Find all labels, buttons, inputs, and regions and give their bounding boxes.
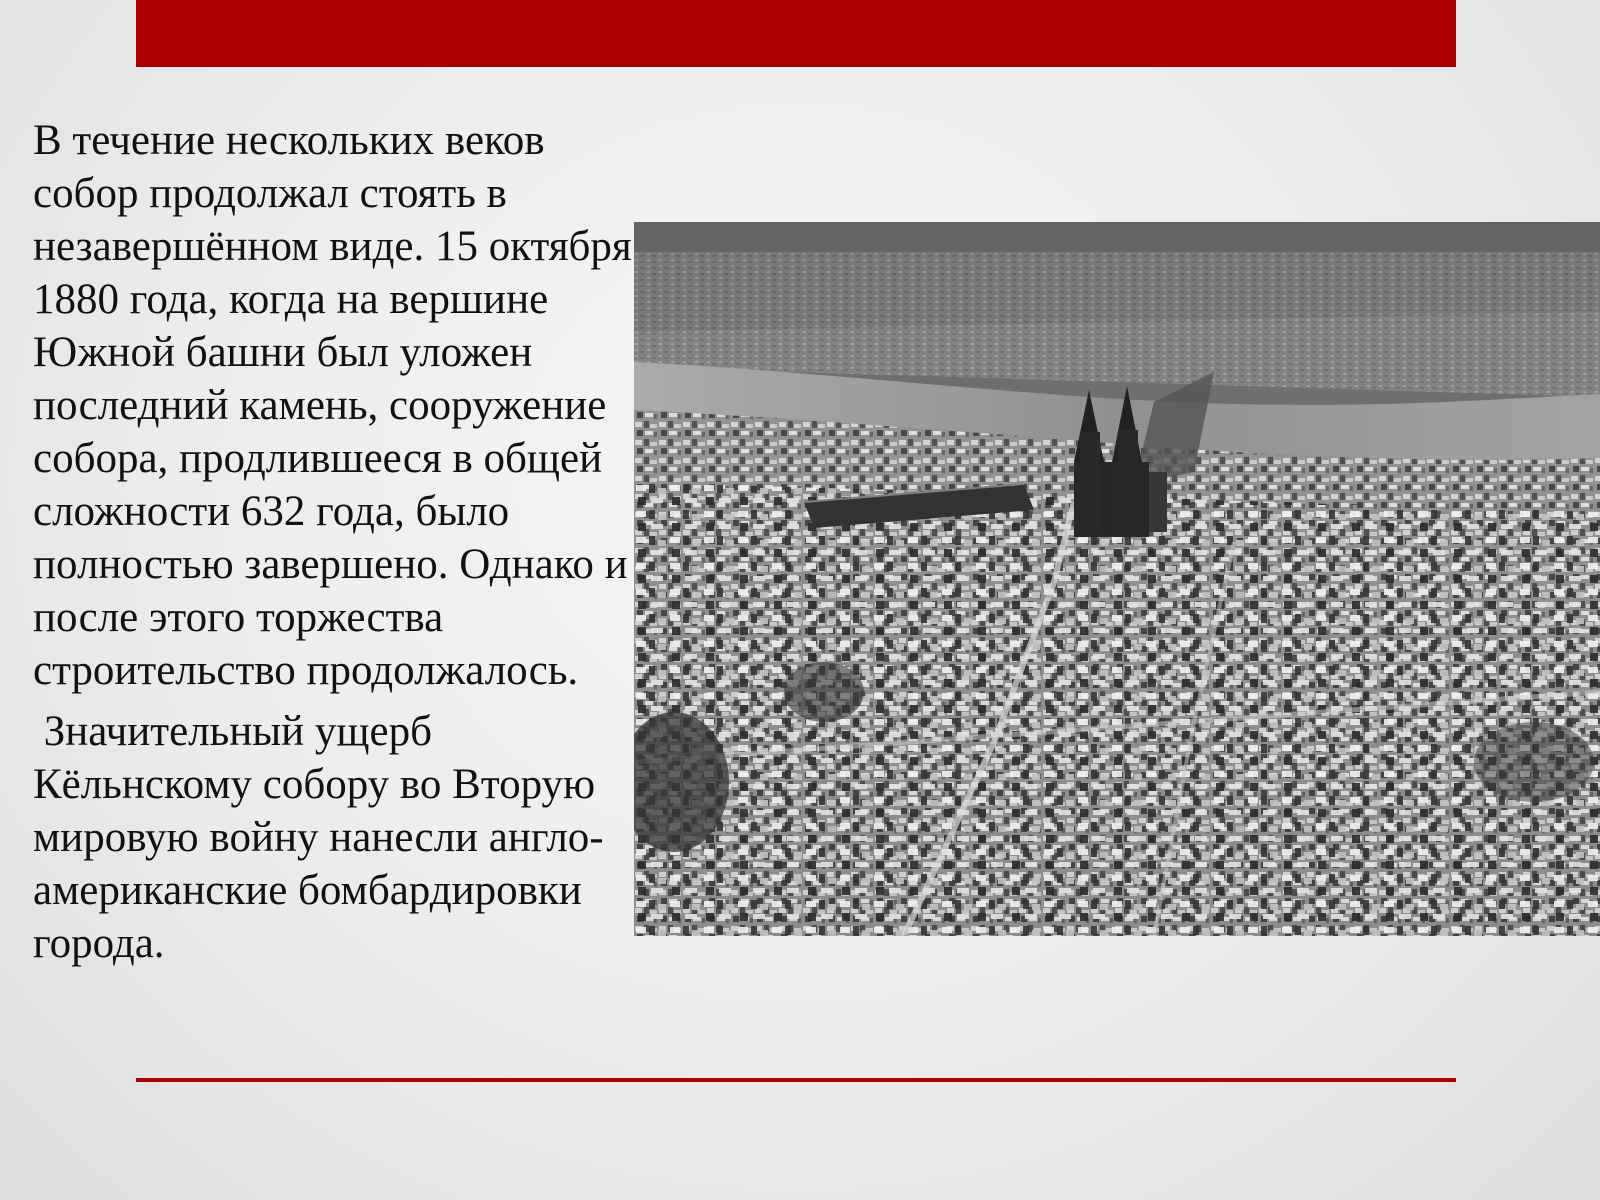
slide-text-box [33,114,645,978]
title-bar [136,0,1456,67]
paragraph-ww2-damage: Значительный ущерб Кёльнскому собору во Вторую мировую войну нанесли англо-американские бомбардировки города. [33,708,606,967]
bottom-divider [136,1078,1456,1082]
aerial-photo-cologne [634,222,1600,936]
photo-drawing [634,222,1600,936]
paragraph-completion: В течение нескольких веков собор продолжал стоять в незавершённом виде. 15 октября 1880 года, когда на вершине Южной башни был уложен последний камень, сооружение собора, продлившееся в общей сложности 632 года, было полностью завершено. Однако и после этого торжества строительство продолжалось. [33,117,643,694]
